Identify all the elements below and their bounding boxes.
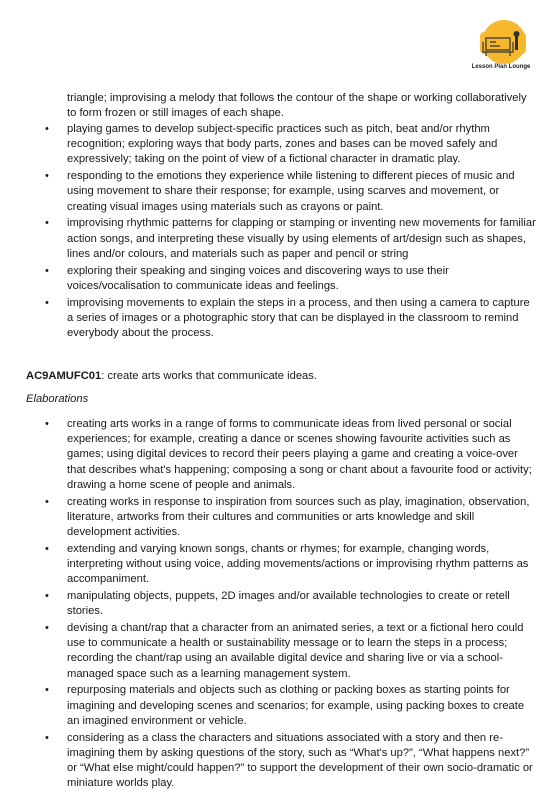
list-item bbox=[0, 216, 537, 262]
list-item-text: repurposing materials and objects such as clothing or packing boxes as starting points for imagining and developing scenes and scenarios; for example, using packing boxes to create an imagined environment or vehicle. bbox=[67, 684, 525, 727]
list-item-text: devising a chant/rap that a character from an animated series, a text or a fictional hero could use to communicate a health or sustainability message or to learn the steps in a process; recording the chant/rap using an available digital device and sharing live or via a school-managed space such as a learning management system. bbox=[67, 622, 524, 680]
list-item-text: improvising rhythmic patterns for clapping or stamping or inventing new movements for familiar action songs, and interpreting these visually by using elements of art/design such as shapes, lines and/or colours, and materials such as paper and pencil or string bbox=[67, 217, 536, 260]
list-item bbox=[0, 683, 537, 729]
list-item-text: improvising movements to explain the steps in a process, and then using a camera to capture a series of images or a photographic story that can be displayed in the classroom to remind everybody about the process. bbox=[67, 296, 530, 340]
list-item bbox=[0, 542, 537, 588]
bullet-icon: • bbox=[45, 542, 49, 555]
list-item-text: responding to the emotions they experience while listening to different pieces of music and using movement to share their response; for example, using scarves and movement, or creating visual images using materials such as crayons or paint. bbox=[67, 170, 515, 213]
content-description bbox=[26, 369, 317, 384]
list-item bbox=[0, 169, 537, 215]
list-item bbox=[0, 417, 537, 493]
elaborations-list bbox=[0, 417, 557, 793]
content-description-text: : create arts works that communicate ideas. bbox=[101, 370, 317, 382]
list-item bbox=[0, 264, 537, 294]
logo-text: Lesson Plan Lounge bbox=[471, 64, 531, 70]
list-item bbox=[0, 731, 537, 792]
list-item-text: considering as a class the characters and situations associated with a story and then re-imagining them by asking questions of the story, such as “What's up?”, “What happens next?” or “What else might/could happen?” to support the development of their own socio-dramatic or miniature worlds play. bbox=[67, 731, 533, 790]
bullet-icon: • bbox=[45, 264, 49, 277]
bullet-icon: • bbox=[45, 495, 49, 508]
list-item bbox=[0, 296, 537, 342]
bullet-icon: • bbox=[45, 418, 49, 430]
list-item bbox=[0, 621, 537, 682]
list-item-text: extending and varying known songs, chants or rhymes; for example, changing words, interpreting without using voice, adding movements/actions or improvising rhythm patterns as accompaniment. bbox=[67, 542, 529, 586]
bullet-icon: • bbox=[45, 684, 49, 697]
bullet-icon: • bbox=[45, 622, 49, 635]
content-code: AC9AMUFC01 bbox=[26, 370, 102, 382]
elaborations-heading: Elaborations bbox=[26, 393, 89, 405]
bullet-icon: • bbox=[45, 217, 49, 230]
bullet-icon: • bbox=[45, 123, 49, 135]
list-item bbox=[0, 495, 537, 541]
list-item bbox=[0, 122, 537, 168]
bullet-icon: • bbox=[45, 296, 49, 309]
list-item-text: playing games to develop subject-specific practices such as pitch, beat and/or rhythm recognition; exploring ways that body parts, zones and bases can be moved safely and expressively; taking on the point of view of a fictional character in dramatic play. bbox=[67, 123, 498, 166]
list-item bbox=[0, 589, 537, 619]
bullet-icon: • bbox=[45, 731, 49, 744]
list-item-text: exploring their speaking and singing voices and discovering ways to use their voices/vocalisation to communicate ideas and feelings. bbox=[67, 264, 449, 292]
bullet-icon: • bbox=[45, 590, 49, 603]
list-item-text: creating works in response to inspiration from sources such as play, imagination, observation, literature, artworks from their cultures and communities or arts knowledge and skill development activities. bbox=[67, 495, 530, 539]
elaborations-list-continued bbox=[0, 122, 557, 343]
list-item-text: manipulating objects, puppets, 2D images and/or available technologies to create or retell stories. bbox=[67, 590, 510, 618]
bullet-icon: • bbox=[45, 170, 49, 183]
list-item-text: creating arts works in a range of forms to communicate ideas from lived personal or social experiences; for example, creating a dance or scenes showing favourite activities such as games; using digital devices to record their peers playing a game and creating a voice-over that describes what's happening; composing a song or chant about a favourite food or activity; drawing a home scene of people and animals. bbox=[67, 418, 532, 491]
continuation-text: triangle; improvising a melody that follows the contour of the shape or working collaboratively to form frozen or still images of each shape. bbox=[67, 92, 527, 120]
